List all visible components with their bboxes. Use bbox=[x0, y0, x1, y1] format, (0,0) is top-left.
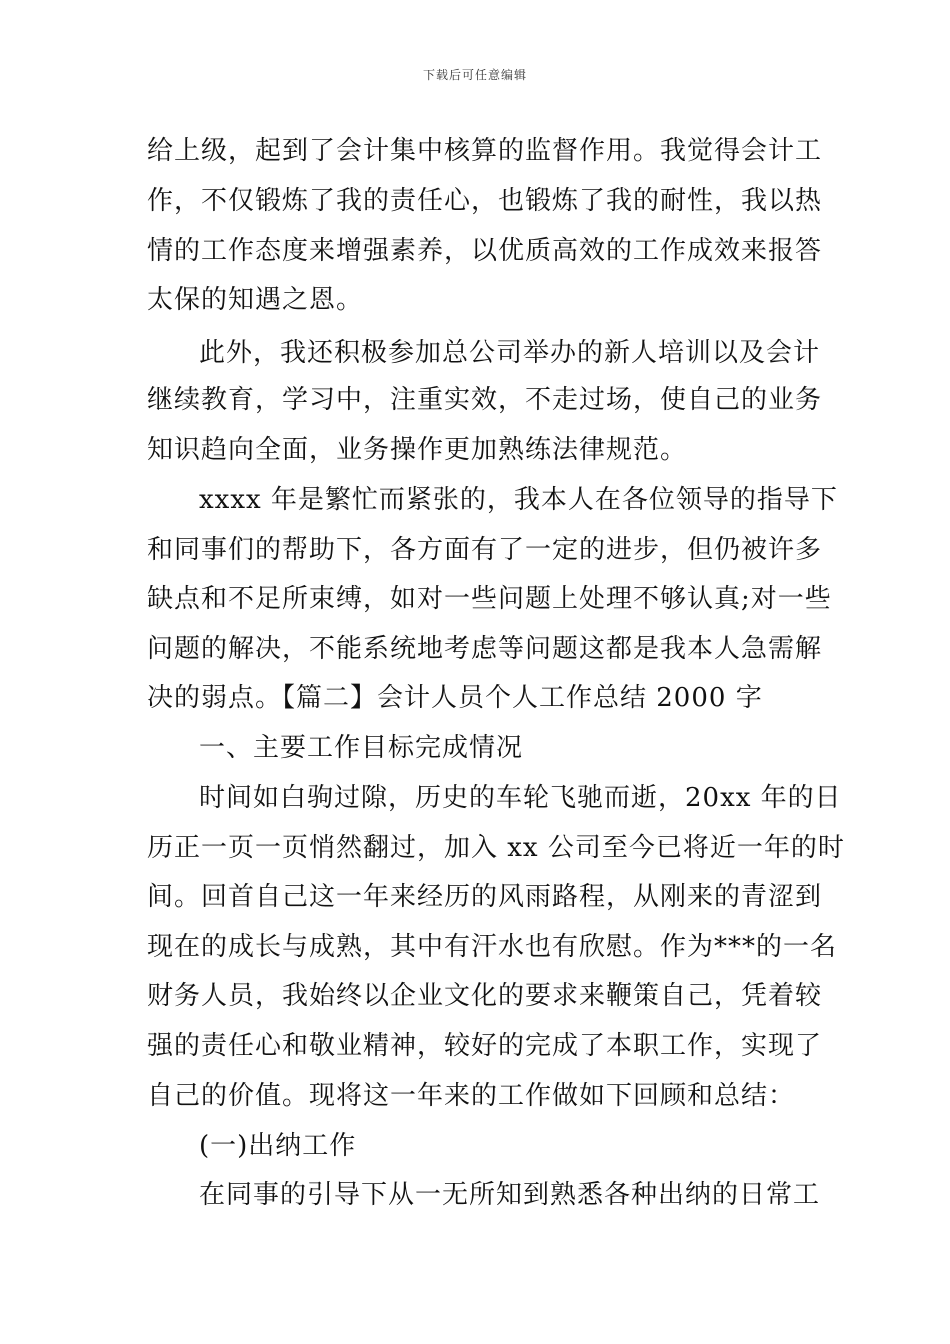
body-line: 现在的成长与成熟，其中有汗水也有欣慰。作为***的一名 bbox=[147, 932, 838, 962]
subsection-heading: (一)出纳工作 bbox=[199, 1131, 357, 1161]
body-line: 给上级，起到了会计集中核算的监督作用。我觉得会计工 bbox=[147, 136, 823, 166]
body-line: 作，不仅锻炼了我的责任心，也锻炼了我的耐性，我以热 bbox=[147, 186, 823, 216]
body-line: 强的责任心和敬业精神，较好的完成了本职工作，实现了 bbox=[147, 1031, 823, 1061]
body-line: 太保的知遇之恩。 bbox=[147, 285, 364, 315]
body-line: 情的工作态度来增强素养，以优质高效的工作成效来报答 bbox=[147, 236, 823, 266]
body-line: 此外，我还积极参加总公司举办的新人培训以及会计 bbox=[199, 338, 821, 368]
body-line: 时间如白驹过隙，历史的车轮飞驰而逝，20xx 年的日 bbox=[199, 783, 842, 813]
body-line: 缺点和不足所束缚，如对一些问题上处理不够认真;对一些 bbox=[147, 584, 832, 614]
page-header: 下载后可任意编辑 bbox=[422, 68, 527, 82]
body-line: 财务人员，我始终以企业文化的要求来鞭策自己，凭着较 bbox=[147, 981, 823, 1011]
body-line: 在同事的引导下从一无所知到熟悉各种出纳的日常工 bbox=[199, 1180, 821, 1210]
body-line: 间。回首自己这一年来经历的风雨路程，从刚来的青涩到 bbox=[147, 882, 823, 912]
body-line: 历正一页一页悄然翻过，加入 xx 公司至今已将近一年的时 bbox=[147, 833, 845, 863]
body-line: 问题的解决，不能系统地考虑等问题这都是我本人急需解 bbox=[147, 634, 823, 664]
body-line: xxxx 年是繁忙而紧张的，我本人在各位领导的指导下 bbox=[199, 485, 838, 515]
section-heading: 一、主要工作目标完成情况 bbox=[199, 733, 524, 763]
body-line: 知识趋向全面，业务操作更加熟练法律规范。 bbox=[147, 435, 688, 465]
body-line: 继续教育，学习中，注重实效，不走过场，使自己的业务 bbox=[147, 385, 823, 415]
body-line: 自己的价值。现将这一年来的工作做如下回顾和总结： bbox=[147, 1081, 796, 1111]
body-line: 决的弱点。【篇二】会计人员个人工作总结 2000 字 bbox=[147, 683, 763, 713]
body-line: 和同事们的帮助下，各方面有了一定的进步，但仍被许多 bbox=[147, 535, 823, 565]
